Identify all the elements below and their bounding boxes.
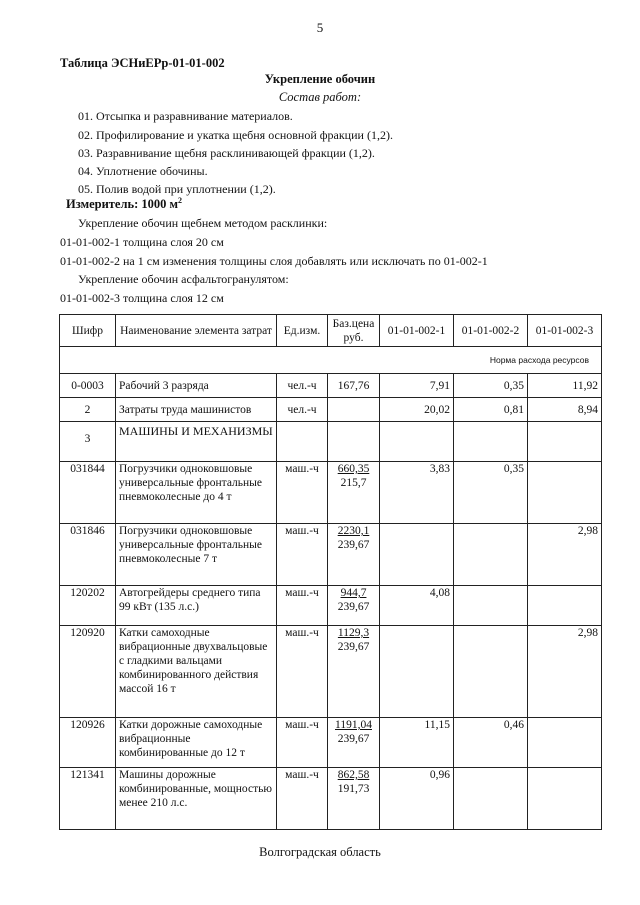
row-price: 944,7 239,67 bbox=[328, 586, 380, 626]
header-price: Баз.цена руб. bbox=[328, 315, 380, 347]
row-name: Машины дорожные комбинированные, мощностью менее 210 л.с. bbox=[116, 768, 277, 830]
variant-line: Укрепление обочин асфальтогранулятом: bbox=[78, 272, 289, 286]
row-value-2 bbox=[454, 422, 528, 462]
row-price: 660,35 215,7 bbox=[328, 462, 380, 524]
row-code: 120920 bbox=[60, 626, 116, 718]
table-row bbox=[60, 586, 602, 626]
resource-table bbox=[59, 314, 602, 830]
table-row bbox=[60, 524, 602, 586]
row-unit: маш.-ч bbox=[277, 768, 328, 830]
row-unit: чел.-ч bbox=[277, 398, 328, 422]
row-price: 862,58 191,73 bbox=[328, 768, 380, 830]
row-code: 120202 bbox=[60, 586, 116, 626]
norm-row bbox=[60, 347, 602, 374]
table-row bbox=[60, 374, 602, 398]
norm-label: Норма расхода ресурсов bbox=[60, 347, 602, 374]
row-value-1: 0,96 bbox=[380, 768, 454, 830]
row-value-3 bbox=[528, 422, 602, 462]
row-value-1 bbox=[380, 422, 454, 462]
work-item: 04. Уплотнение обочины. bbox=[78, 164, 208, 178]
row-code: 120926 bbox=[60, 718, 116, 768]
row-value-3: 2,98 bbox=[528, 626, 602, 718]
row-value-2 bbox=[454, 524, 528, 586]
table-row bbox=[60, 718, 602, 768]
row-price: 1191,04 239,67 bbox=[328, 718, 380, 768]
row-name: Затраты труда машинистов bbox=[116, 398, 277, 422]
table-row bbox=[60, 462, 602, 524]
variant-line: Укрепление обочин щебнем методом расклинки: bbox=[78, 216, 328, 230]
row-code: 0-0003 bbox=[60, 374, 116, 398]
row-code: 3 bbox=[60, 422, 116, 462]
header-code: Шифр bbox=[60, 315, 116, 347]
machines-section bbox=[60, 422, 602, 830]
variant-line: 01-01-002-3 толщина слоя 12 см bbox=[60, 291, 224, 305]
row-name: Рабочий 3 разряда bbox=[116, 374, 277, 398]
row-price: 1129,3 239,67 bbox=[328, 626, 380, 718]
row-value-1: 3,83 bbox=[380, 462, 454, 524]
row-unit: маш.-ч bbox=[277, 626, 328, 718]
row-value-1: 20,02 bbox=[380, 398, 454, 422]
row-value-1 bbox=[380, 524, 454, 586]
row-value-3 bbox=[528, 718, 602, 768]
row-value-3 bbox=[528, 462, 602, 524]
row-value-3 bbox=[528, 586, 602, 626]
row-price bbox=[328, 398, 380, 422]
header-unit: Ед.изм. bbox=[277, 315, 328, 347]
row-value-2: 0,46 bbox=[454, 718, 528, 768]
row-price: 167,76 bbox=[328, 374, 380, 398]
row-value-2: 0,35 bbox=[454, 462, 528, 524]
row-value-3: 2,98 bbox=[528, 524, 602, 586]
work-item: 05. Полив водой при уплотнении (1,2). bbox=[78, 182, 276, 196]
row-value-2 bbox=[454, 768, 528, 830]
header-variant-1: 01-01-002-1 bbox=[380, 315, 454, 347]
row-unit: маш.-ч bbox=[277, 586, 328, 626]
row-unit: маш.-ч bbox=[277, 524, 328, 586]
row-price bbox=[328, 422, 380, 462]
table-row bbox=[60, 422, 602, 462]
row-name: МАШИНЫ И МЕХАНИЗМЫ bbox=[116, 422, 277, 462]
row-price: 2230,1 239,67 bbox=[328, 524, 380, 586]
row-value-1: 7,91 bbox=[380, 374, 454, 398]
row-code: 031846 bbox=[60, 524, 116, 586]
header-variant-2: 01-01-002-2 bbox=[454, 315, 528, 347]
row-code: 2 bbox=[60, 398, 116, 422]
variant-line: 01-01-002-1 толщина слоя 20 см bbox=[60, 235, 224, 249]
row-value-1 bbox=[380, 626, 454, 718]
section-subtitle: Состав работ: bbox=[278, 90, 362, 104]
row-unit: маш.-ч bbox=[277, 718, 328, 768]
row-value-2: 0,81 bbox=[454, 398, 528, 422]
row-value-2: 0,35 bbox=[454, 374, 528, 398]
row-unit: маш.-ч bbox=[277, 462, 328, 524]
measure-unit: Измеритель: 1000 $м^2$ bbox=[66, 196, 183, 212]
work-item: 02. Профилирование и укатка щебня основной фракции (1,2). bbox=[78, 128, 393, 142]
row-name: Катки самоходные вибрационные двухвальцовые с гладкими вальцами комбинированного действия массой 16 т bbox=[116, 626, 277, 718]
row-name: Погрузчики одноковшовые универсальные фронтальные пневмоколесные до 4 т bbox=[116, 462, 277, 524]
row-value-3 bbox=[528, 768, 602, 830]
variant-line: 01-01-002-2 на 1 см изменения толщины слоя добавлять или исключать по 01-002-1 bbox=[60, 254, 488, 268]
row-unit bbox=[277, 422, 328, 462]
footer-region: Волгоградская область bbox=[259, 845, 381, 859]
page-number: 5 bbox=[316, 20, 324, 35]
row-name: Погрузчики одноковшовые универсальные фронтальные пневмоколесные 7 т bbox=[116, 524, 277, 586]
table-row bbox=[60, 626, 602, 718]
row-value-1: 4,08 bbox=[380, 586, 454, 626]
header-variant-3: 01-01-002-3 bbox=[528, 315, 602, 347]
row-value-3: 8,94 bbox=[528, 398, 602, 422]
row-unit: чел.-ч bbox=[277, 374, 328, 398]
row-value-1: 11,15 bbox=[380, 718, 454, 768]
row-code: 121341 bbox=[60, 768, 116, 830]
section-title: Укрепление обочин bbox=[264, 72, 376, 86]
row-code: 031844 bbox=[60, 462, 116, 524]
row-value-2 bbox=[454, 586, 528, 626]
table-row bbox=[60, 768, 602, 830]
row-value-2 bbox=[454, 626, 528, 718]
table-row bbox=[60, 398, 602, 422]
row-value-3: 11,92 bbox=[528, 374, 602, 398]
row-name: Автогрейдеры среднего типа 99 кВт (135 л.с.) bbox=[116, 586, 277, 626]
table-name: Таблица ЭСНиЕРр-01-01-002 bbox=[60, 56, 225, 70]
table-header-row bbox=[60, 315, 602, 347]
row-name: Катки дорожные самоходные вибрационные комбинированные до 12 т bbox=[116, 718, 277, 768]
work-item: 03. Разравнивание щебня расклинивающей фракции (1,2). bbox=[78, 146, 375, 160]
work-item: 01. Отсыпка и разравнивание материалов. bbox=[78, 109, 293, 123]
header-name: Наименование элемента затрат bbox=[116, 315, 277, 347]
